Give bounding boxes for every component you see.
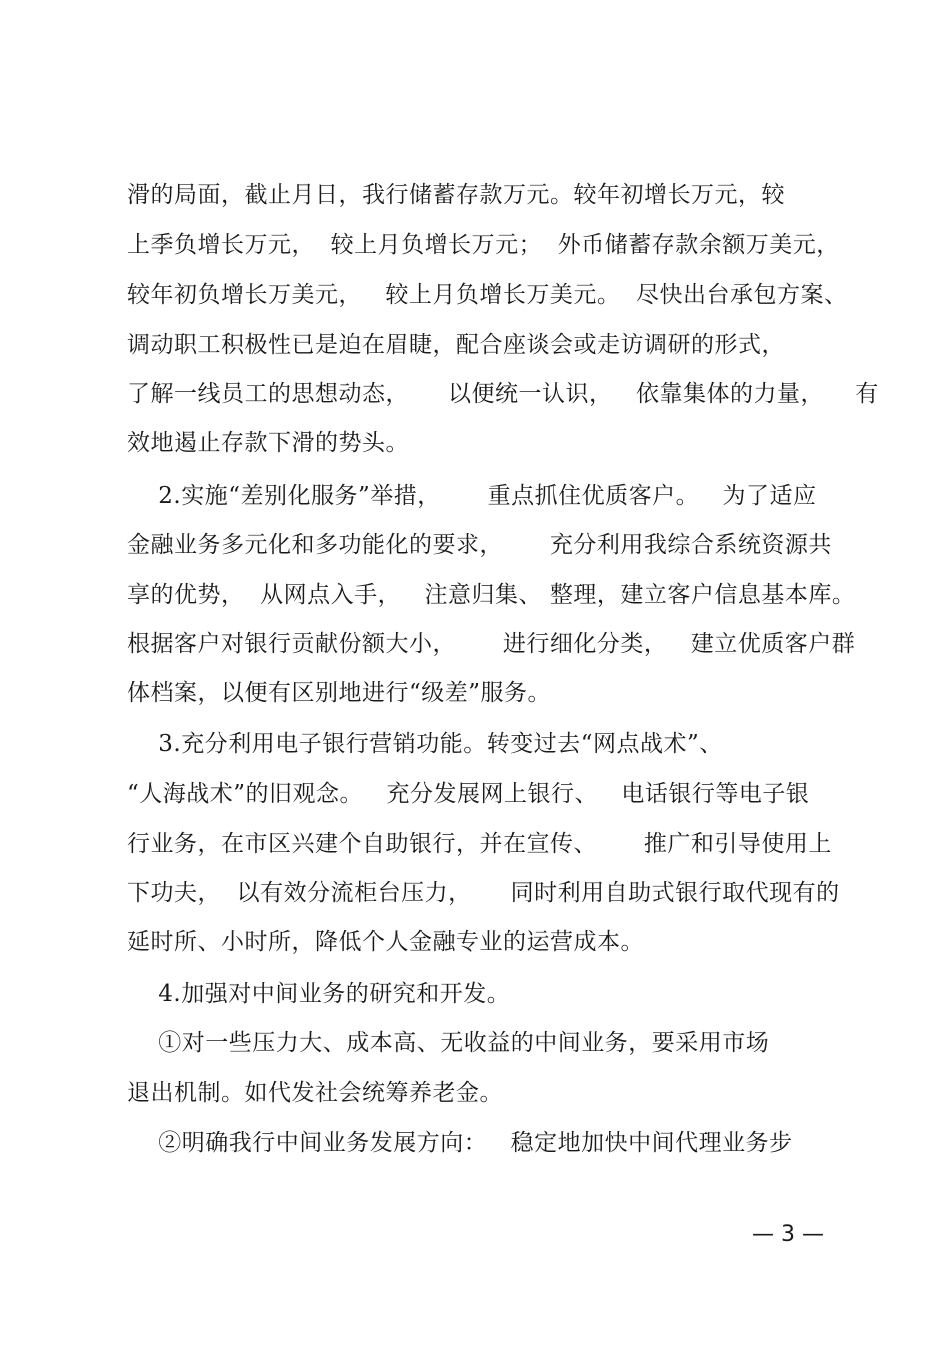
body-text-line: 效地遏止存款下滑的势头。 [127,430,409,456]
body-text-line: 延时所、小时所，降低个人金融专业的运营成本。 [127,929,644,955]
body-text-line: 体档案，以便有区别地进行“级差”服务。 [127,680,552,706]
body-text-line: 较年初负增长万美元， 较上月负增长万美元。 尽快出台承包方案、 [127,282,848,308]
body-text-line: “人海战术”的旧观念。 充分发展网上银行、 电话银行等电子银 [127,781,810,807]
body-text-line: 根据客户对银行贡献份额大小， 进行细化分类， 建立优质客户群 [127,631,856,657]
body-text-line: 了解一线员工的思想动态， 以便统一认识， 依靠集体的力量， 有 [127,381,879,407]
body-text-line: 享的优势， 从网点入手， 注意归集、 整理，建立客户信息基本库。 [127,582,856,608]
section-heading-line: 3.充分利用电子银行营销功能。转变过去“网点战术”、 [127,731,723,757]
body-text-line: 调动职工积极性已是迫在眉睫，配合座谈会或走访调研的形式， [127,332,785,358]
body-text-line: 金融业务多元化和多功能化的要求， 充分利用我综合系统资源共 [127,532,832,558]
body-text-line: 行业务，在市区兴建个自助银行，并在宣传、 推广和引导使用上 [127,831,832,857]
page-number: — 3 — [752,1222,824,1247]
list-item-line: ②明确我行中间业务发展方向： 稳定地加快中间代理业务步 [127,1130,793,1156]
body-text-line: 退出机制。如代发社会统筹养老金。 [127,1080,503,1106]
section-heading-line: 2.实施“差别化服务”举措， 重点抓住优质客户。 为了适应 [127,483,817,509]
section-heading-line: 4.加强对中间业务的研究和开发。 [127,981,511,1007]
body-text-line: 滑的局面，截止月日，我行储蓄存款万元。较年初增长万元，较 [127,182,785,208]
body-text-line: 下功夫， 以有效分流柜台压力， 同时利用自助式银行取代现有的 [127,880,840,906]
body-text-line: 上季负增长万元， 较上月负增长万元； 外币储蓄存款余额万美元， [127,232,840,258]
list-item-line: ①对一些压力大、成本高、无收益的中间业务，要采用市场 [127,1030,770,1056]
